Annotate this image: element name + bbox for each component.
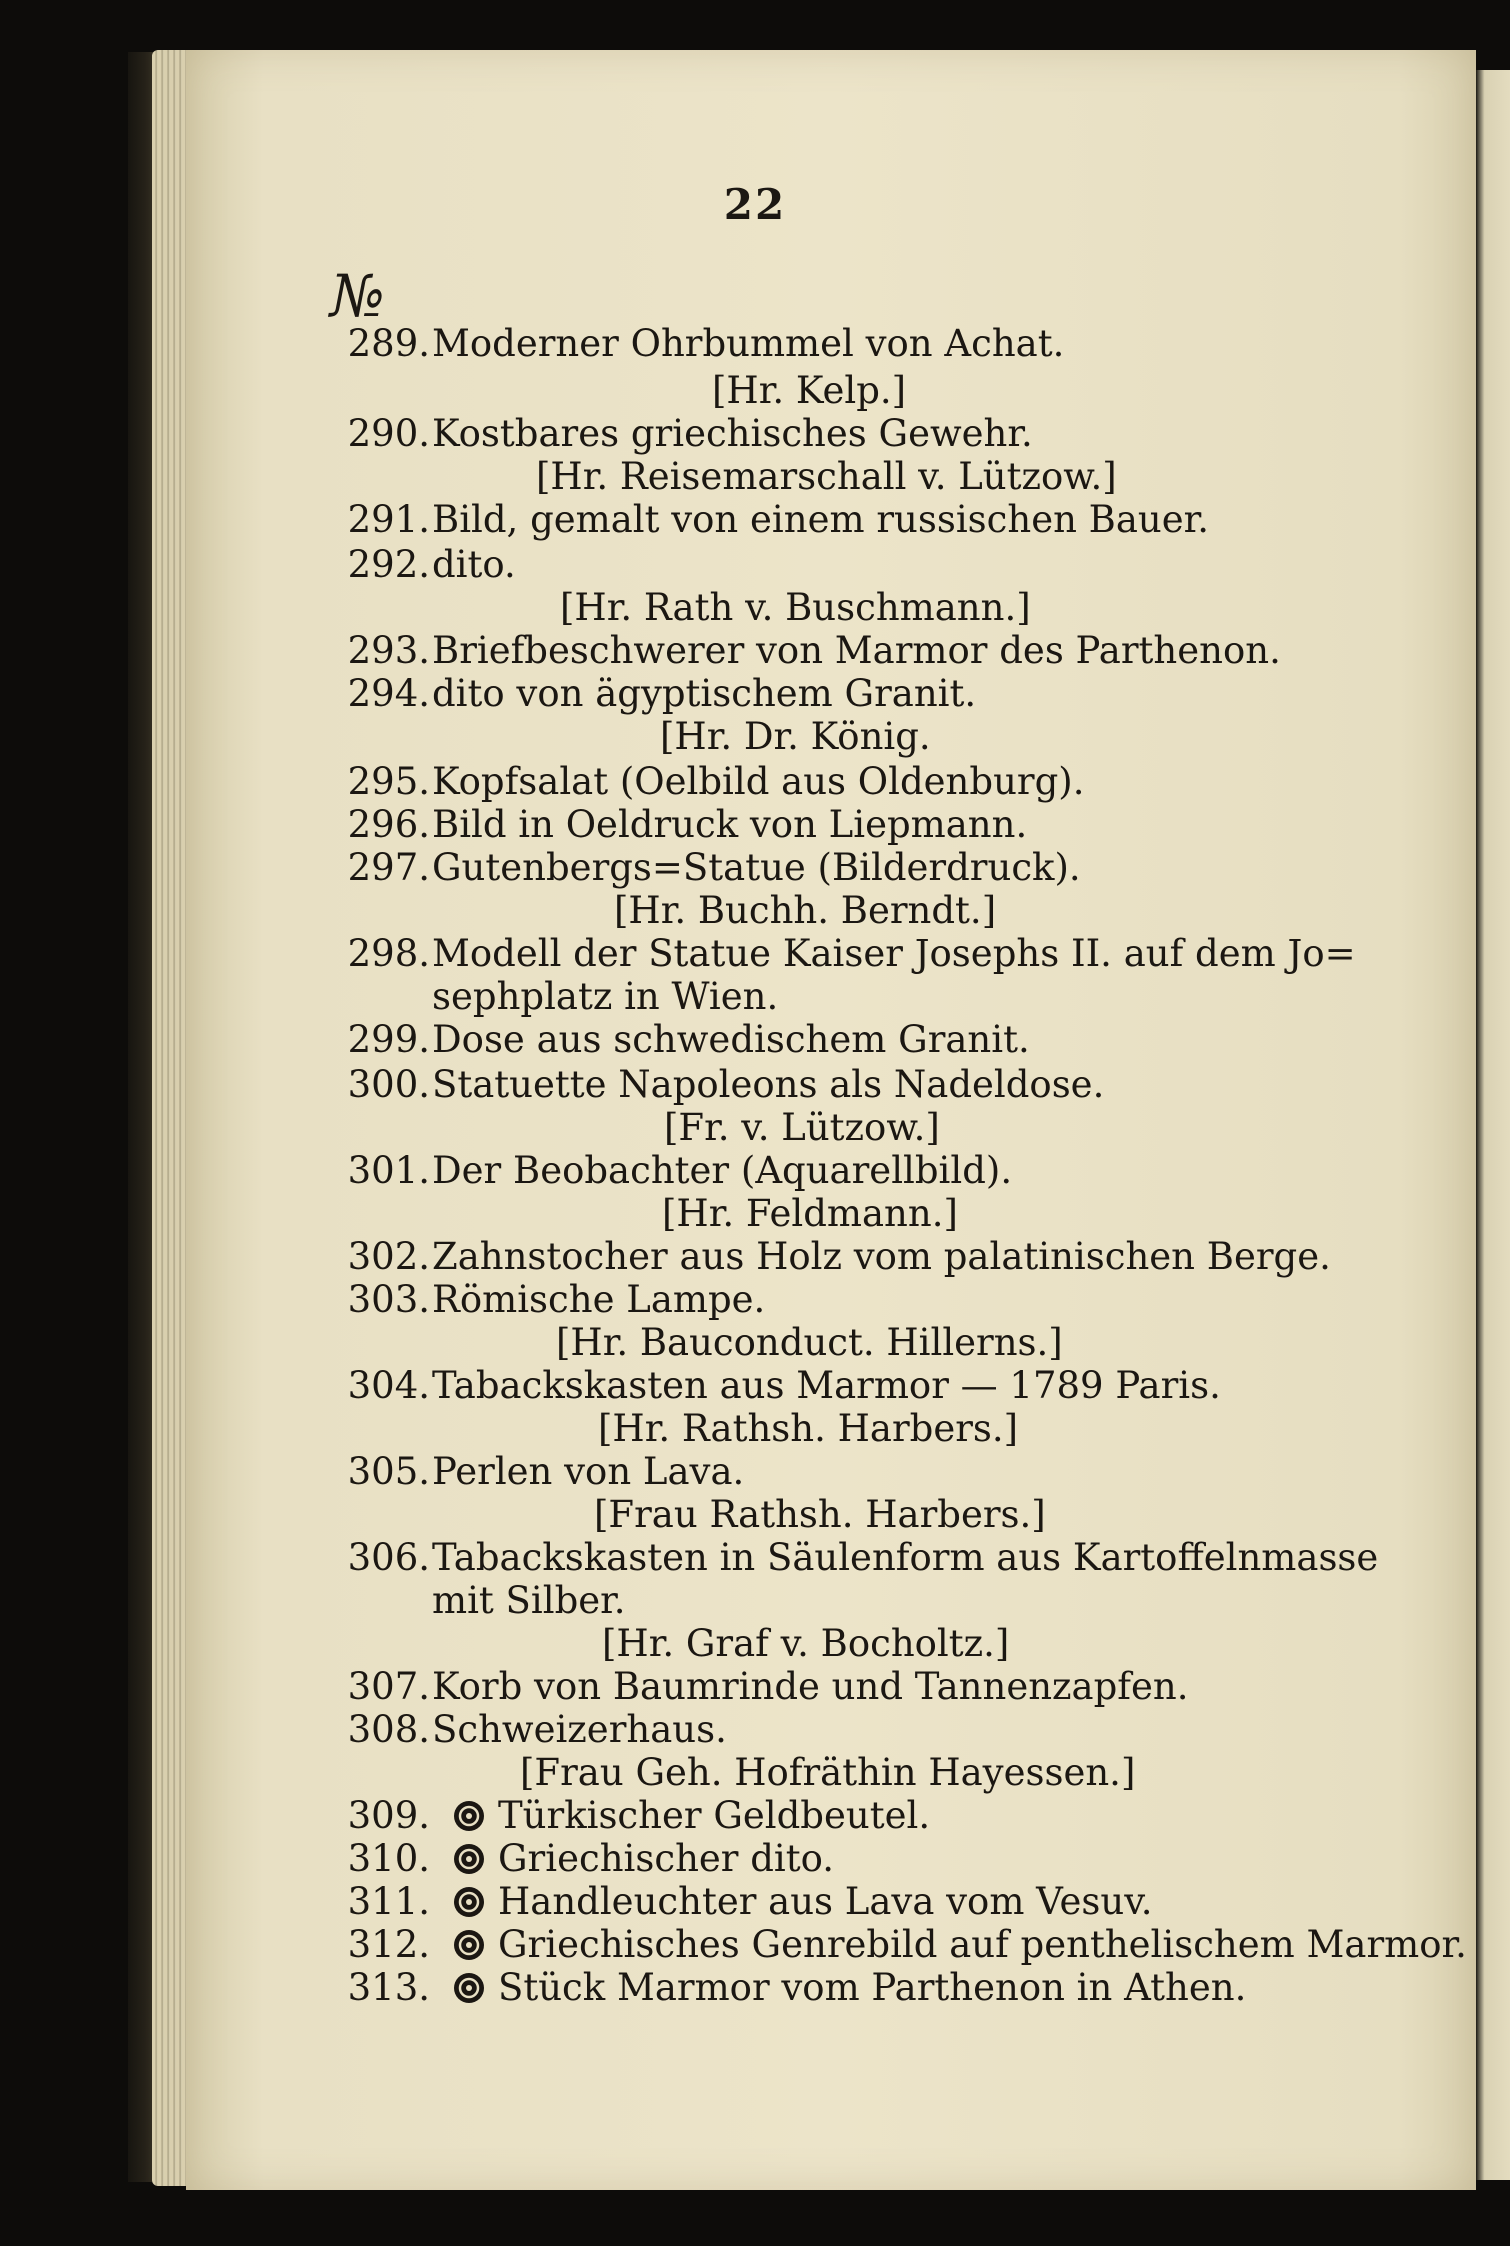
entry-donor: [Frau Geh. Hofräthin Hayessen.] <box>520 1751 1136 1794</box>
entry-description: Schweizerhaus. <box>432 1708 727 1751</box>
entry-description: Perlen von Lava. <box>432 1450 745 1493</box>
entry-description: Moderner Ohrbummel von Achat. <box>432 322 1065 365</box>
entry-description: Bild, gemalt von einem russischen Bauer. <box>432 498 1210 541</box>
entry-number: 302. <box>347 1235 430 1278</box>
entry-description: Griechischer dito. <box>498 1837 835 1880</box>
entry-donor: [Hr. Graf v. Bocholtz.] <box>602 1622 1010 1665</box>
entry-donor: [Hr. Reisemarschall v. Lützow.] <box>536 455 1117 498</box>
seal-icon <box>452 1799 486 1833</box>
entry-number: 293. <box>347 629 430 672</box>
entry-number: 296. <box>347 803 430 846</box>
seal-icon <box>452 1842 486 1876</box>
entry-number: 289. <box>347 322 430 365</box>
entry-number: 304. <box>347 1364 430 1407</box>
entry-number: 300. <box>347 1063 430 1106</box>
entry-donor: [Hr. Buchh. Berndt.] <box>614 889 997 932</box>
seal-icon <box>452 1885 486 1919</box>
entry-description: Korb von Baumrinde und Tannenzapfen. <box>432 1665 1189 1708</box>
entry-number: 301. <box>347 1149 430 1192</box>
entry-donor: [Hr. Bauconduct. Hillerns.] <box>556 1321 1063 1364</box>
entry-number: 292. <box>347 543 430 586</box>
entry-description: Türkischer Geldbeutel. <box>498 1794 931 1837</box>
entry-number: 290. <box>347 412 430 455</box>
entry-description-continued: sephplatz in Wien. <box>432 975 779 1018</box>
entry-number: 313. <box>347 1966 430 2009</box>
entry-donor: [Hr. Rath v. Buschmann.] <box>560 586 1031 629</box>
entry-description: Tabackskasten in Säulenform aus Kartoffelnmasse <box>432 1536 1379 1579</box>
entry-description-continued: mit Silber. <box>432 1579 626 1622</box>
entry-description: Bild in Oeldruck von Liepmann. <box>432 803 1028 846</box>
facing-page-edge <box>1476 70 1510 2180</box>
entry-number: 303. <box>347 1278 430 1321</box>
entry-donor: [Fr. v. Lützow.] <box>664 1106 940 1149</box>
entry-number: 294. <box>347 672 430 715</box>
entry-number: 310. <box>347 1837 430 1880</box>
entry-number: 298. <box>347 932 430 975</box>
entry-number: 305. <box>347 1450 430 1493</box>
entry-description: Kopfsalat (Oelbild aus Oldenburg). <box>432 760 1085 803</box>
entry-description: Modell der Statue Kaiser Josephs II. auf dem Jo= <box>432 932 1356 975</box>
entry-description: Stück Marmor vom Parthenon in Athen. <box>498 1966 1247 2009</box>
entry-number: 312. <box>347 1923 430 1966</box>
entry-description: dito von ägyptischem Granit. <box>432 672 977 715</box>
entry-description: Briefbeschwerer von Marmor des Parthenon. <box>432 629 1281 672</box>
seal-icon <box>452 1971 486 2005</box>
entry-number: 308. <box>347 1708 430 1751</box>
entry-description: Statuette Napoleons als Nadeldose. <box>432 1063 1105 1106</box>
entry-number: 306. <box>347 1536 430 1579</box>
entry-number: 297. <box>347 846 430 889</box>
entry-description: Tabackskasten aus Marmor — 1789 Paris. <box>432 1364 1221 1407</box>
entry-description: dito. <box>432 543 516 586</box>
entry-number: 307. <box>347 1665 430 1708</box>
entry-description: Handleuchter aus Lava vom Vesuv. <box>498 1880 1153 1923</box>
entry-description: Griechisches Genrebild auf penthelischem Marmor. <box>498 1923 1467 1966</box>
entry-number: 299. <box>347 1018 430 1061</box>
entry-donor: [Frau Rathsh. Harbers.] <box>594 1493 1046 1536</box>
seal-icon <box>452 1928 486 1962</box>
entry-description: Römische Lampe. <box>432 1278 766 1321</box>
number-column-marker: № <box>330 262 385 330</box>
entry-number: 291. <box>347 498 430 541</box>
entry-donor: [Hr. Kelp.] <box>712 369 907 412</box>
entry-description: Der Beobachter (Aquarellbild). <box>432 1149 1013 1192</box>
entry-donor: [Hr. Feldmann.] <box>662 1192 958 1235</box>
entry-description: Zahnstocher aus Holz vom palatinischen Berge. <box>432 1235 1331 1278</box>
entry-donor: [Hr. Rathsh. Harbers.] <box>598 1407 1019 1450</box>
page-number: 22 <box>723 180 787 229</box>
entry-number: 295. <box>347 760 430 803</box>
entry-number: 311. <box>347 1880 430 1923</box>
entry-number: 309. <box>347 1794 430 1837</box>
entry-description: Kostbares griechisches Gewehr. <box>432 412 1033 455</box>
entry-description: Dose aus schwedischem Granit. <box>432 1018 1030 1061</box>
entry-description: Gutenbergs=Statue (Bilderdruck). <box>432 846 1081 889</box>
entry-donor: [Hr. Dr. König. <box>660 715 931 758</box>
